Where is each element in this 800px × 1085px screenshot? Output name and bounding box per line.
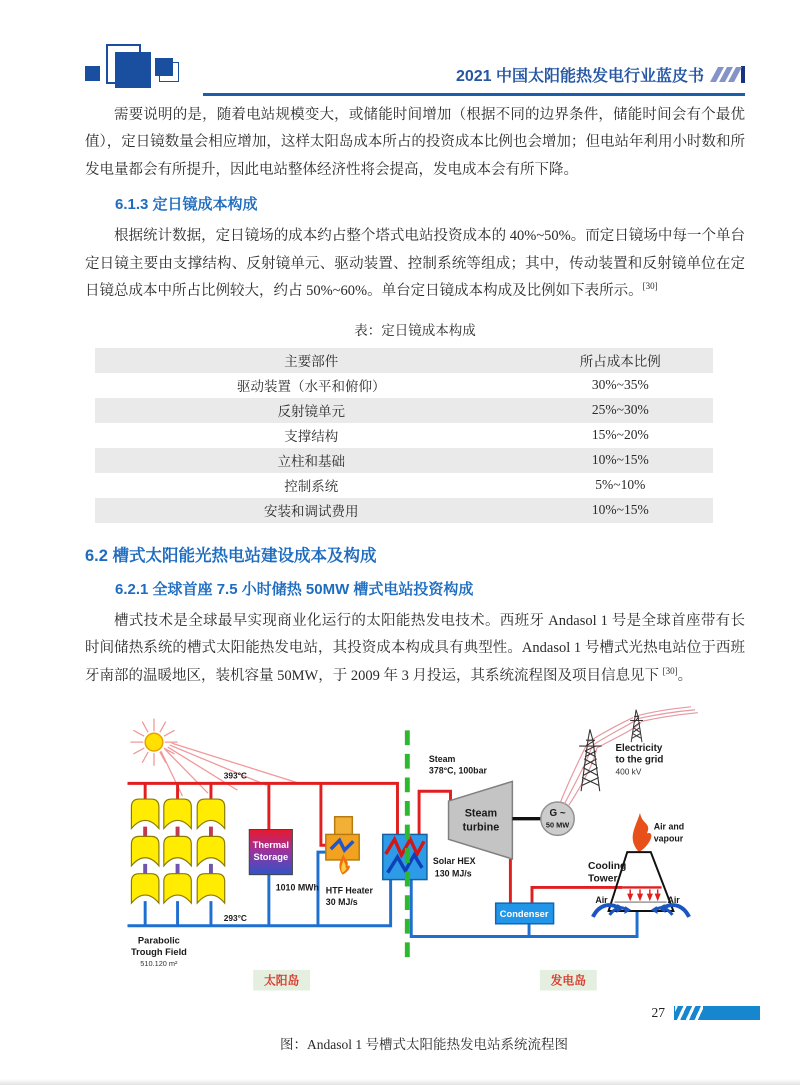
cell-ratio: 25%~30% — [591, 402, 649, 417]
steam-label: Steam — [428, 753, 456, 764]
figure-caption: 图：Andasol 1 号槽式太阳能热发电站系统流程图 — [280, 1037, 568, 1052]
generator-label: G ~ — [549, 807, 566, 819]
solar-island-label: 太阳岛 — [263, 974, 300, 988]
table-row — [95, 398, 713, 423]
thermal-storage-label: Storage — [253, 851, 289, 862]
paragraph-2 — [85, 223, 745, 306]
table-row — [95, 423, 713, 448]
air-vapour-label: Air and — [653, 821, 685, 832]
column-header: 所占成本比例 — [579, 354, 661, 369]
thermal-storage-label: Thermal — [252, 840, 289, 851]
cell-ratio: 5%~10% — [595, 477, 646, 492]
paragraph-3-end: 。 — [677, 667, 693, 684]
table-header-row — [95, 348, 713, 373]
column-header: 主要部件 — [284, 354, 339, 369]
cell-component: 控制系统 — [284, 479, 339, 494]
header-right — [456, 63, 745, 90]
cell-component: 立柱和基础 — [277, 454, 346, 469]
htf-heater-unit — [326, 817, 359, 875]
header-rule — [203, 93, 745, 96]
generator-rating-label: 50 MW — [545, 820, 570, 830]
cold-temp-label: 293°C — [223, 912, 247, 923]
logo-square-large — [115, 52, 151, 88]
paragraph-2-text: 根据统计数据，定日镜场的成本约占整个塔式电站投资成本的 40%~50%。而定日镜场中每一个单台定日镜主要由支撑结构、反射镜单元、驱动装置、控制系统等组成；其中，传动装置和反射镜单位在定日镜总成本中所占比例较大，约占 50%~60%。单台定日镜成本构成及比例如下表所示。 — [85, 228, 745, 299]
field-label: Parabolic — [137, 935, 180, 946]
grid-label: Electricity — [615, 742, 663, 754]
diagram-canvas — [100, 702, 748, 1012]
storage-capacity-label: 1010 MWh — [275, 882, 319, 893]
citation-ref: [30] — [662, 665, 678, 676]
field-label: Trough Field — [130, 947, 187, 958]
vapour-flame-icon — [633, 813, 652, 852]
heliostat-cost-table — [95, 348, 713, 523]
slashes-icon — [714, 66, 745, 83]
htf-heater-rate-label: 30 MJ/s — [325, 897, 358, 908]
paragraph-3 — [85, 608, 745, 691]
section-heading-6-2-1: 6.2.1 全球首座 7.5 小时储热 50MW 槽式电站投资构成 — [115, 580, 474, 598]
logo-square-right — [155, 58, 173, 76]
condenser-unit — [496, 903, 554, 924]
htf-heater-label: HTF Heater — [325, 885, 373, 896]
cell-ratio: 10%~15% — [591, 452, 649, 467]
cell-component: 驱动装置（水平和俯仰） — [237, 379, 386, 394]
cell-component: 安装和调试费用 — [264, 504, 359, 519]
steam-conditions-label: 378°C, 100bar — [428, 765, 487, 776]
section-heading-6-2: 6.2 槽式太阳能光热电站建设成本及构成 — [85, 546, 377, 565]
cell-component: 支撑结构 — [284, 429, 339, 444]
page-footer — [652, 1005, 761, 1021]
page-number: 27 — [651, 1005, 665, 1020]
table-row — [95, 448, 713, 473]
generator-unit — [541, 802, 574, 835]
cell-ratio: 30%~35% — [591, 377, 649, 392]
parabolic-trough-field — [131, 799, 224, 903]
paragraph-3-text: 槽式技术是全球最早实现商业化运行的太阳能热发电技术。西班牙 Andasol 1 号是全球首座带有长时间储热系统的槽式太阳能热发电站，其投资成本构成具有典型性。Andasol 1 号槽式光热电站位于西班牙南部的温暖地区，装机容量 50MW，于 2009 年 3 月投运，其系统流程图及项目信息见下 — [85, 612, 745, 684]
solar-hex-rate-label: 130 MJ/s — [434, 868, 472, 879]
air-label: Air — [595, 895, 608, 906]
cell-ratio: 10%~15% — [591, 502, 649, 517]
solar-hex-label: Solar HEX — [432, 855, 476, 866]
air-vapour-label: vapour — [653, 833, 684, 844]
footer-bar-stripes — [675, 1005, 703, 1021]
cooling-tower-label: Cooling — [587, 860, 627, 872]
hot-temp-label: 393°C — [223, 770, 247, 781]
header-title: 2021 中国太阳能热发电行业蓝皮书 — [455, 68, 704, 85]
table-row — [95, 373, 713, 398]
publisher-logo-icon — [85, 42, 185, 90]
cell-ratio: 15%~20% — [591, 427, 649, 442]
table-row — [95, 498, 713, 523]
table-caption: 表：定日镜成本构成 — [354, 322, 476, 338]
cell-component: 反射镜单元 — [277, 404, 346, 419]
thermal-storage-unit — [249, 830, 292, 875]
turbine-label: turbine — [462, 821, 500, 834]
air-label: Air — [667, 895, 680, 906]
grid-label: to the grid — [615, 754, 664, 766]
turbine-label: Steam — [464, 807, 498, 820]
field-area-label: 510.120 m² — [140, 958, 178, 968]
cooling-tower-label: Tower — [587, 873, 618, 885]
andasol-system-diagram — [100, 702, 745, 1053]
logo-square-small — [85, 66, 100, 81]
transmission-tower-icon — [579, 729, 602, 791]
grid-voltage-label: 400 kV — [615, 766, 642, 777]
condenser-label: Condenser — [499, 908, 549, 919]
solar-island-badge — [253, 970, 310, 991]
citation-ref: [30] — [642, 281, 658, 292]
power-island-badge — [540, 970, 597, 991]
power-island-label: 发电岛 — [550, 974, 586, 988]
table-row — [95, 473, 713, 498]
section-heading-6-1-3: 6.1.3 定日镜成本构成 — [115, 196, 258, 213]
page-header — [85, 42, 745, 90]
footer-bar — [674, 1006, 760, 1020]
paragraph-1: 需要说明的是，随着电站规模变大，或储能时间增加（根据不同的边界条件，储能时间会有个最优值），定日镜数量会相应增加，这样太阳岛成本所占的投资成本比例也会增加；但电站年利用小时数和所发电量都会有所提升，因此电站整体经济性将会提高，发电成本会有所下降。 — [85, 106, 745, 178]
steam-turbine — [449, 781, 513, 859]
